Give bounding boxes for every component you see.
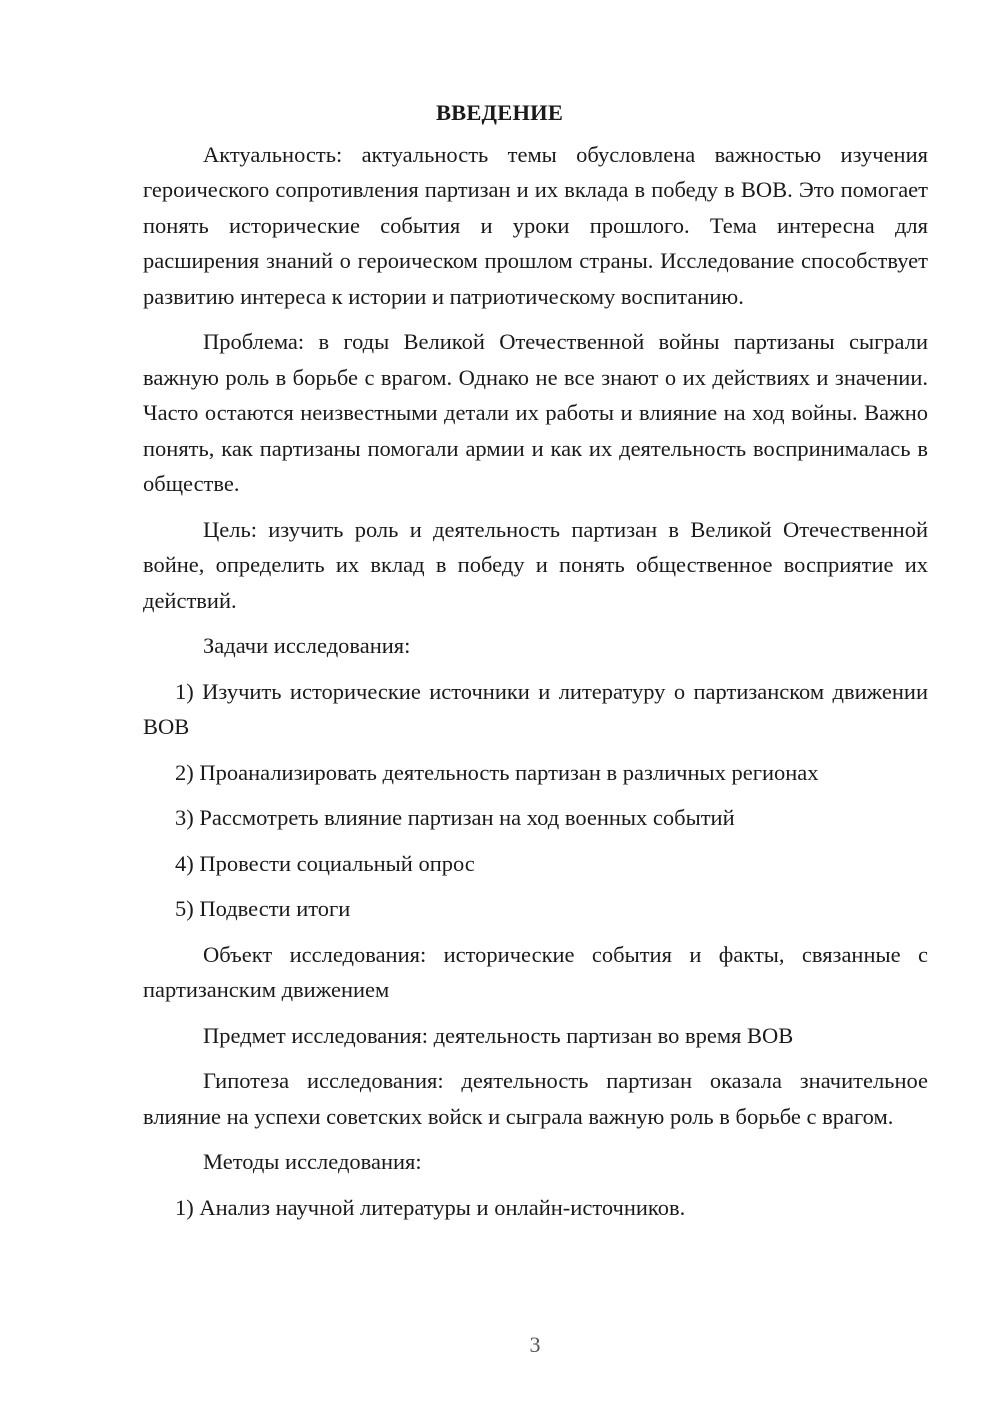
section-title: ВВЕДЕНИЕ — [435, 100, 564, 125]
problem-paragraph: Проблема: в годы Великой Отечественной войны партизаны сыграли важную роль в борьбе с врагом. Однако не все знают о их действиях и значении. Часто остаются неизвестными детали их работы и влияние на ход войны. Важно понять, как партизаны помогали армии и как их деятельность воспринималась в обществе. — [143, 329, 928, 496]
task-item: 3) Рассмотреть влияние партизан на ход военных событий — [175, 805, 735, 830]
task-item: 2) Проанализировать деятельность партизан в различных регионах — [175, 759, 819, 785]
page-content — [143, 95, 928, 1235]
page-number: 3 — [529, 1332, 541, 1357]
goal-paragraph: Цель: изучить роль и деятельность партизан в Великой Отечественной войне, определить их вклад в победу и понять общественное восприятие их действий. — [143, 516, 928, 613]
task-item: 4) Провести социальный опрос — [175, 850, 475, 876]
object-paragraph: Объект исследования: исторические события и факты, связанные с партизанским движением — [143, 941, 928, 1002]
methods-label: Методы исследования: — [203, 1149, 422, 1174]
subject-paragraph: Предмет исследования: деятельность партизан во время ВОВ — [203, 1022, 794, 1048]
tasks-label: Задачи исследования: — [203, 633, 411, 658]
hypothesis-paragraph: Гипотеза исследования: деятельность партизан оказала значительное влияние на успехи советских войск и сыграла важную роль в борьбе с врагом. — [143, 1068, 928, 1129]
task-item: 5) Подвести итоги — [175, 896, 351, 921]
task-item: 1) Изучить исторические источники и литературу о партизанском движении ВОВ — [143, 678, 928, 739]
relevance-paragraph: Актуальность: актуальность темы обусловлена важностью изучения героического сопротивления партизан и их вклада в победу в ВОВ. Это помогает понять исторические события и уроки прошлого. Тема интересна для расширения знаний о героическом прошлом страны. Исследование способствует развитию интереса к истории и патриотическому воспитанию. — [143, 141, 928, 309]
method-item: 1) Анализ научной литературы и онлайн-источников. — [175, 1194, 686, 1220]
